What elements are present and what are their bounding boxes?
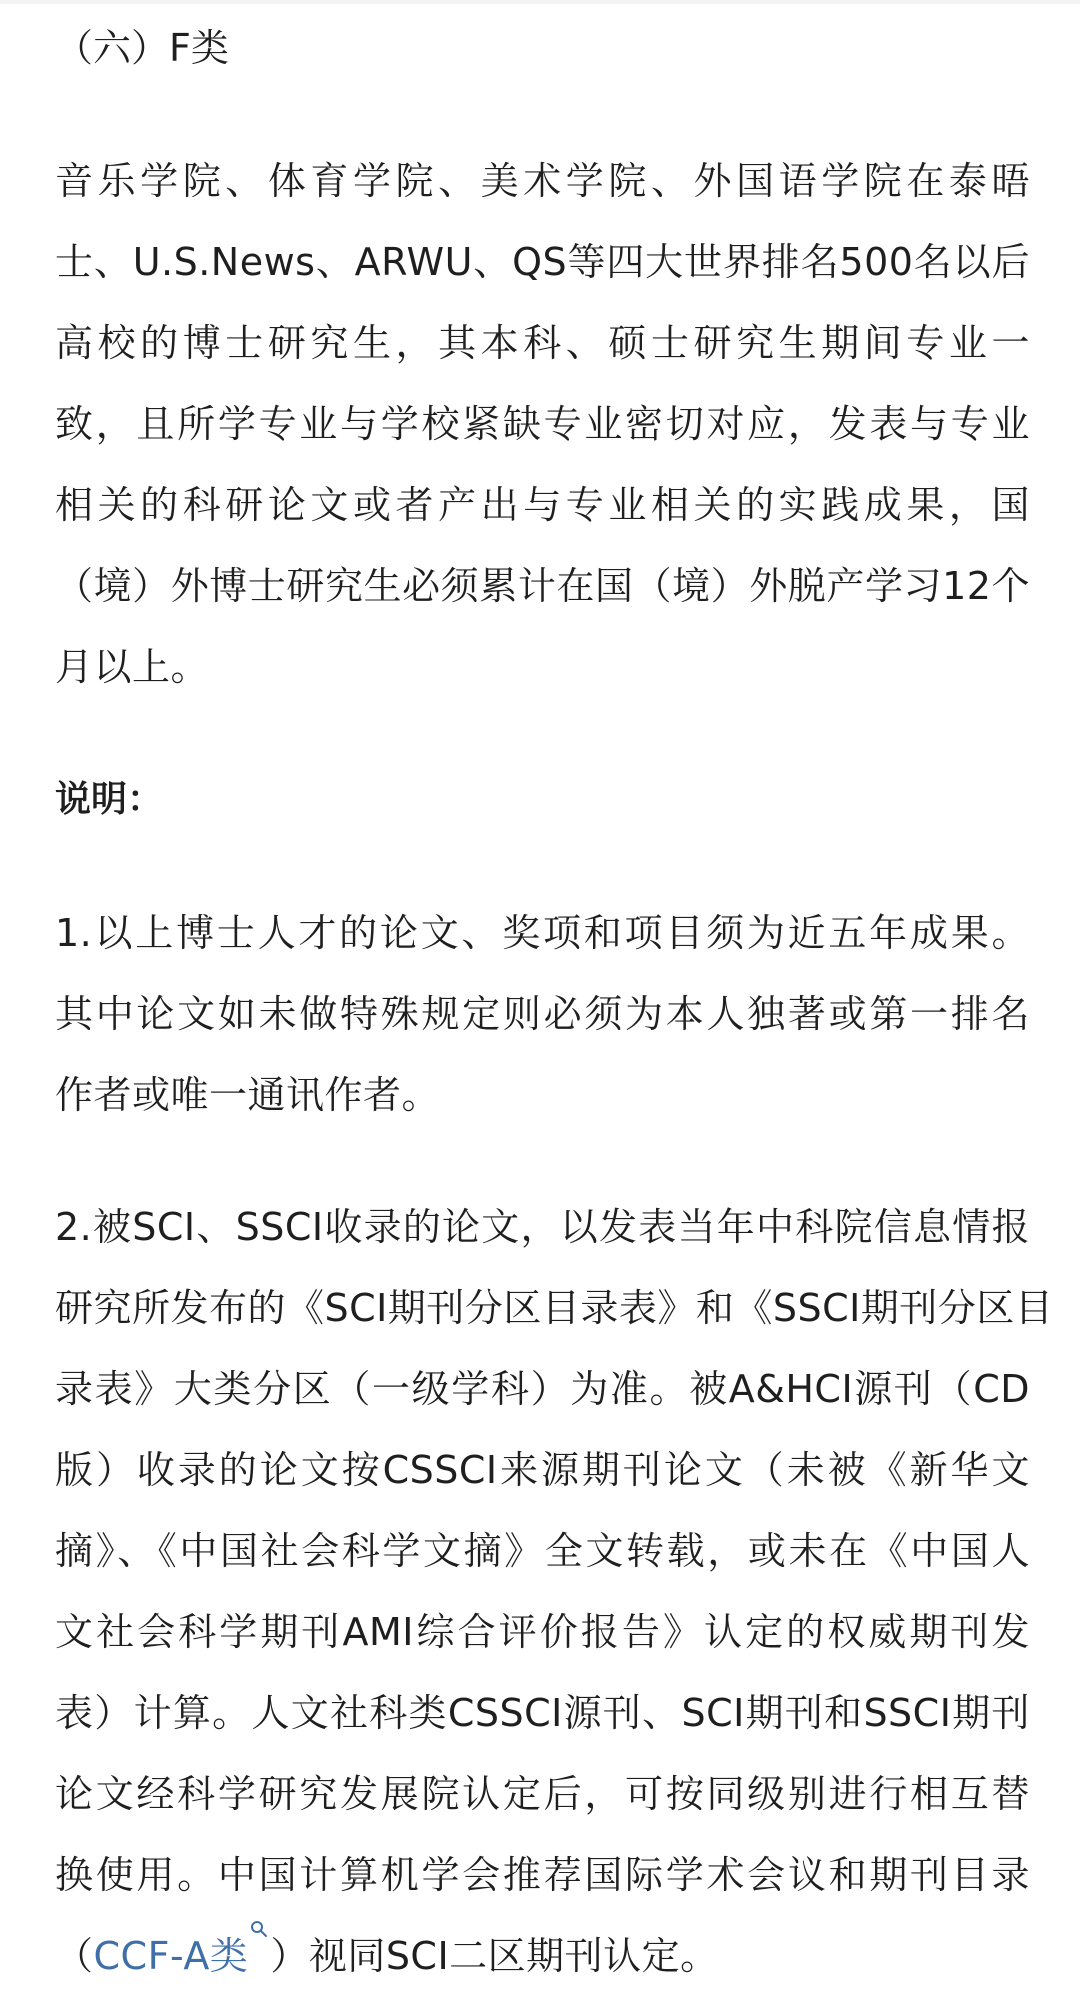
note-title: 说明： — [55, 779, 164, 820]
paragraph-line: 2.被SCI、SSCI收录的论文，以发表当年中科院信息情报 — [55, 1205, 1030, 1249]
note-item-1 — [55, 893, 1030, 1136]
paragraph-line: 1.以上博士人才的论文、奖项和项目须为近五年成果。 — [55, 911, 1030, 955]
paragraph-line: 研究所发布的《SCI期刊分区目录表》和《SSCI期刊分区目 — [55, 1286, 1054, 1330]
paragraph-line: 月以上。 — [55, 645, 210, 689]
section-heading: （六）F类 — [55, 26, 229, 70]
paragraph-line: 录表》大类分区（一级学科）为准。被A&HCI源刊（CD — [55, 1367, 1030, 1411]
paragraph-line: 摘》、《中国社会科学文摘》全文转载，或未在《中国人 — [55, 1529, 1030, 1573]
paragraph-line: 作者或唯一通讯作者。 — [55, 1073, 441, 1117]
top-divider — [0, 0, 1080, 4]
paragraph-line: 论文经科学研究发展院认定后，可按同级别进行相互替 — [55, 1772, 1030, 1816]
link-suffix: ）视同SCI二区期刊认定。 — [270, 1934, 719, 1978]
paragraph-line: 士、U.S.News、ARWU、QS等四大世界排名500名以后 — [55, 240, 1030, 284]
paragraph-line: 高校的博士研究生，其本科、硕士研究生期间专业一 — [55, 321, 1030, 365]
search-icon[interactable] — [250, 1916, 270, 1950]
note-item-2 — [55, 1187, 1054, 1997]
paragraph-line-with-link — [55, 1916, 1030, 1997]
paragraph-line: 表）计算。人文社科类CSSCI源刊、SCI期刊和SSCI期刊 — [55, 1691, 1030, 1735]
paragraph-line: 其中论文如未做特殊规定则必须为本人独著或第一排名 — [55, 992, 1030, 1036]
paragraph-line: 版）收录的论文按CSSCI来源期刊论文（未被《新华文 — [55, 1448, 1030, 1492]
paragraph-f-category — [55, 141, 1030, 708]
paragraph-line: 音乐学院、体育学院、美术学院、外国语学院在泰晤 — [55, 159, 1030, 203]
paragraph-line: （境）外博士研究生必须累计在国（境）外脱产学习12个 — [55, 564, 1030, 608]
ccf-a-link[interactable]: CCF-A类 — [93, 1934, 249, 1978]
paragraph-line: 换使用。中国计算机学会推荐国际学术会议和期刊目录 — [55, 1853, 1030, 1897]
bracket-open: （ — [55, 1934, 94, 1978]
paragraph-line: 相关的科研论文或者产出与专业相关的实践成果，国 — [55, 483, 1030, 527]
paragraph-line: 致，且所学专业与学校紧缺专业密切对应，发表与专业 — [55, 402, 1030, 446]
paragraph-line: 文社会科学期刊AMI综合评价报告》认定的权威期刊发 — [55, 1610, 1030, 1654]
